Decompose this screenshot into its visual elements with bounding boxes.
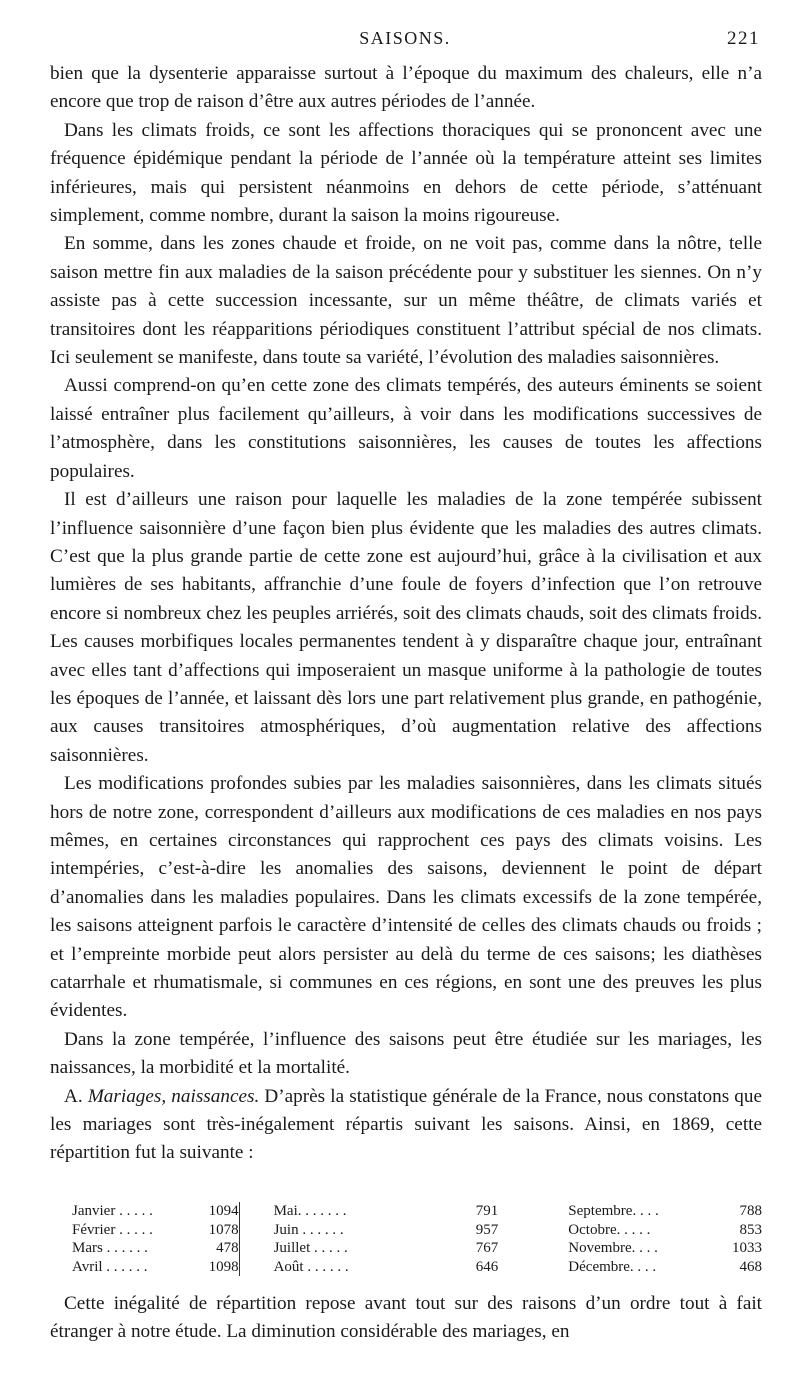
paragraph: Cette inégalité de répartition repose avant tout sur des raisons d’un ordre tout à fait étranger à notre étude. La diminution considérable des mariages, en (50, 1293, 762, 1343)
running-title: SAISONS. (359, 28, 451, 48)
table-row (568, 1239, 762, 1258)
month-label: Juin . . . . . . (273, 1221, 344, 1238)
month-label: Février . . . . . (72, 1221, 153, 1238)
closing-text (50, 1290, 762, 1347)
month-label: Décembre. . . . (568, 1258, 657, 1275)
table-row (568, 1221, 762, 1240)
month-value: 1078 (208, 1221, 239, 1238)
table-row (72, 1202, 239, 1221)
section-title: Mariages, naissances. (87, 1085, 260, 1107)
paragraph: En somme, dans les zones chaude et froide, on ne voit pas, comme dans la nôtre, telle saison mettre fin aux maladies de la saison précédente pour y substituer les siennes. On n’y assiste pas à cette succession incessante, sur un même théâtre, de climats variés et transitoires dont les réapparitions périodiques constituent l’attribut spécial de nos climats. Ici seulement se manifeste, dans toute sa variété, l’évolution des maladies saisonnières. (50, 233, 762, 369)
month-value: 1098 (208, 1258, 239, 1275)
table-column (239, 1202, 499, 1276)
page-number: 221 (727, 28, 760, 49)
month-label: Novembre. . . . (568, 1240, 658, 1256)
month-value: 1094 (208, 1203, 239, 1219)
table-row (72, 1258, 239, 1277)
marriages-table (72, 1202, 762, 1276)
month-label: Mars . . . . . . (72, 1240, 148, 1256)
table-row (274, 1258, 499, 1277)
table-row (72, 1221, 239, 1240)
month-label: Avril . . . . . . (72, 1258, 148, 1275)
month-label: Juillet . . . . . (273, 1240, 348, 1256)
paragraph: Dans les climats froids, ce sont les affections thoraciques qui se prononcent avec une fréquence épidémique pendant la période de l’année où la température atteint ses limites inférieures, mais qui persistent néanmoins en dehors de cette période, s’atténuant simplement, comme nombre, durant la saison la moins rigoureuse. (50, 119, 762, 227)
month-label: Août . . . . . . (273, 1258, 349, 1275)
month-value: 957 (475, 1221, 499, 1238)
paragraph: Les modifications profondes subies par les maladies saisonnières, dans les climats situés hors de notre zone, correspondent d’ailleurs aux modifications de ces maladies en nos pays mêmes, en certaines circonstances qui rapprochent ces pays des climats voisins. Les intempéries, c’est-à-dire les anomalies des saisons, deviennent le point de départ d’anomalies dans les maladies populaires. Dans les climats excessifs de la zone tempérée, les saisons atteignent parfois le caractère d’intensité de celles des climats chauds ou froids ; et l’empreinte morbide peut alors persister au delà du terme de ces saisons; les diathèses catarrhale et rhumatismale, si communes en ces régions, en sont une des preuves les plus évidentes. (50, 773, 762, 1022)
month-label: Mai. . . . . . . (273, 1203, 347, 1219)
table-row (568, 1202, 762, 1221)
month-label: Janvier . . . . . (72, 1203, 153, 1219)
table-row (274, 1239, 499, 1258)
paragraph: bien que la dysenterie apparaisse surtout à l’époque du maximum des chaleurs, elle n’a encore que trop de raison d’être aux autres périodes de l’année. (50, 63, 762, 113)
month-value: 468 (739, 1258, 762, 1275)
section-label: A. (64, 1085, 83, 1107)
month-value: 1033 (732, 1240, 762, 1256)
paragraph: Dans la zone tempérée, l’influence des saisons peut être étudiée sur les mariages, les naissances, la morbidité et la mortalité. (50, 1028, 762, 1079)
month-label: Octobre. . . . . (568, 1221, 651, 1238)
month-value: 788 (739, 1203, 762, 1219)
month-label: Septembre. . . . (568, 1203, 659, 1219)
table-row (72, 1239, 239, 1258)
section-paragraph (50, 1083, 762, 1168)
month-value: 646 (475, 1258, 499, 1275)
paragraph: Il est d’ailleurs une raison pour laquelle les maladies de la zone tempérée subissent l’influence saisonnière d’une façon bien plus évidente que les maladies des autres climats. C’est que la plus grande partie de cette zone est aujourd’hui, grâce à la civilisation et aux lumières de ses habitants, affranchie d’une foule de foyers d’infection que l’on retrouve encore si nombreux chez les peuples arriérés, soit des climats chauds, soit des climats froids. Les causes morbifiques locales permanentes tendent à y disparaître chaque jour, entraînant avec elles tant d’affections qui imposeraient un masque uniforme à la pathologie de toutes les époques de l’année, et laissant dès lors une part relativement plus grande, en pathogénie, aux causes transitoires atmosphériques, d’où augmentation relative des affections saisonnières. (50, 489, 762, 766)
running-header (50, 28, 760, 54)
paragraph: Aussi comprend-on qu’en cette zone des climats tempérés, des auteurs éminents se soient laissé entraîner plus facilement qu’ailleurs, à voir dans les modifications successives de l’atmosphère, dans les constitutions saisonnières, les causes de toutes les affections populaires. (50, 375, 762, 482)
table-row (568, 1258, 762, 1277)
month-value: 791 (475, 1203, 499, 1219)
section-text: D’après la statistique générale de la France, nous constatons que les mariages sont très-inégalement répartis suivant les saisons. Ainsi, en 1869, cette répartition fut la suivante : (50, 1085, 763, 1164)
month-value: 478 (216, 1240, 239, 1256)
table-row (274, 1202, 499, 1221)
month-value: 767 (475, 1240, 499, 1256)
table-column (498, 1202, 762, 1276)
table-row (274, 1221, 499, 1240)
table-column (72, 1202, 239, 1276)
main-text (50, 60, 762, 1168)
month-value: 853 (739, 1221, 762, 1238)
